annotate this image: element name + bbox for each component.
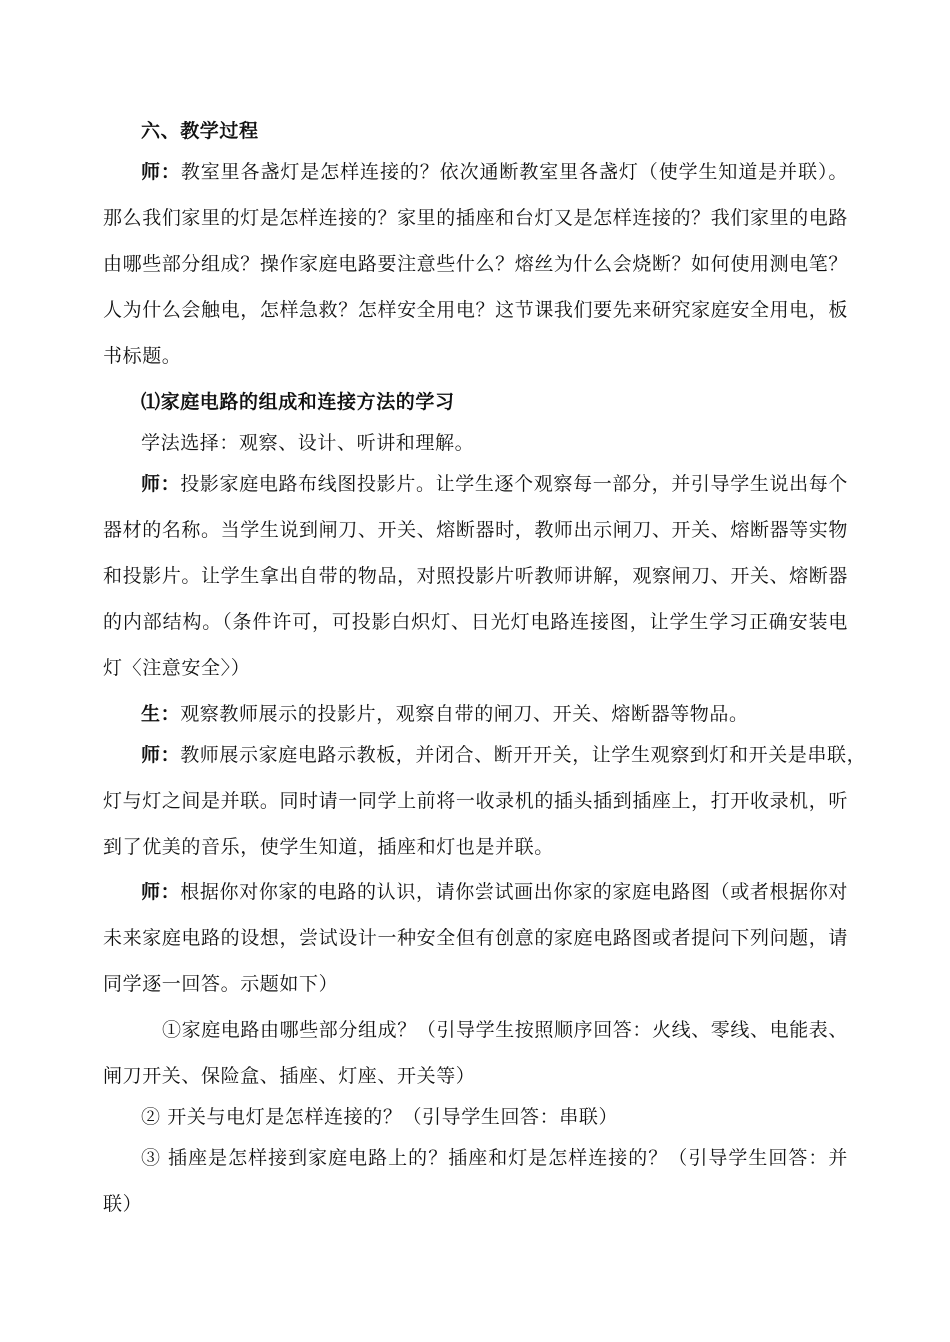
paragraph-line: 灯〈注意安全〉） <box>103 657 251 679</box>
speaker-label: 师： <box>141 881 181 903</box>
line-text: 教室里各盏灯是怎样连接的？依次通断教室里各盏灯（使学生知道是并联）。 <box>180 161 848 183</box>
subsection-heading: ⑴家庭电路的组成和连接方法的学习 <box>141 391 455 413</box>
paragraph-line: 同学逐一回答。示题如下） <box>103 973 339 995</box>
paragraph-line <box>141 471 848 497</box>
paragraph-line: 学法选择：观察、设计、听讲和理解。 <box>141 432 475 454</box>
paragraph-line <box>141 742 867 768</box>
paragraph-line: 器材的名称。当学生说到闸刀、开关、熔断器时，教师出示闸刀、开关、熔断器等实物 <box>103 519 848 541</box>
paragraph-line: 未来家庭电路的设想，尝试设计一种安全但有创意的家庭电路图或者提问下列问题，请 <box>103 927 848 949</box>
speaker-label: 师： <box>141 744 181 766</box>
speaker-label: 生： <box>141 703 181 725</box>
paragraph-line: 到了优美的音乐，使学生知道，插座和灯也是并联。 <box>103 836 554 858</box>
speaker-label: 师： <box>141 161 181 183</box>
paragraph-line: 那么我们家里的灯是怎样连接的？家里的插座和台灯又是怎样连接的？我们家里的电路 <box>103 207 848 229</box>
paragraph-line: 由哪些部分组成？操作家庭电路要注意些什么？熔丝为什么会烧断？如何使用测电笔？ <box>103 253 848 275</box>
paragraph-line <box>141 159 848 185</box>
question-item: ③ 插座是怎样接到家庭电路上的？插座和灯是怎样连接的？（引导学生回答：并 <box>141 1147 848 1169</box>
paragraph-line: 人为什么会触电，怎样急救？怎样安全用电？这节课我们要先来研究家庭安全用电，板 <box>103 299 848 321</box>
question-item: ①家庭电路由哪些部分组成？（引导学生按照顺序回答：火线、零线、电能表、 <box>162 1019 849 1041</box>
section-heading: 六、教学过程 <box>141 120 259 142</box>
paragraph-line: 和投影片。让学生拿出自带的物品，对照投影片听教师讲解，观察闸刀、开关、熔断器 <box>103 565 848 587</box>
line-text: 根据你对你家的电路的认识，请你尝试画出你家的家庭电路图（或者根据你对 <box>180 881 848 903</box>
paragraph-line <box>141 879 848 905</box>
paragraph-line <box>141 701 886 727</box>
line-text: 投影家庭电路布线图投影片。让学生逐个观察每一部分，并引导学生说出每个 <box>180 473 848 495</box>
paragraph-line: 联） <box>103 1193 143 1215</box>
speaker-label: 师： <box>141 473 181 495</box>
paragraph-line: 灯与灯之间是并联。同时请一同学上前将一收录机的插头插到插座上，打开收录机，听 <box>103 790 848 812</box>
paragraph-line: 书标题。 <box>103 345 182 367</box>
line-text: 观察教师展示的投影片，观察自带的闸刀、开关、熔断器等物品。 <box>180 703 749 725</box>
paragraph-line: 闸刀开关、保险盒、插座、灯座、开关等） <box>103 1065 476 1087</box>
question-item: ② 开关与电灯是怎样连接的？（引导学生回答：串联） <box>141 1106 619 1128</box>
line-text: 教师展示家庭电路示教板，并闭合、断开开关，让学生观察到灯和开关是串联， <box>180 744 867 766</box>
paragraph-line: 的内部结构。（条件许可，可投影白炽灯、日光灯电路连接图，让学生学习正确安装电 <box>103 611 848 633</box>
